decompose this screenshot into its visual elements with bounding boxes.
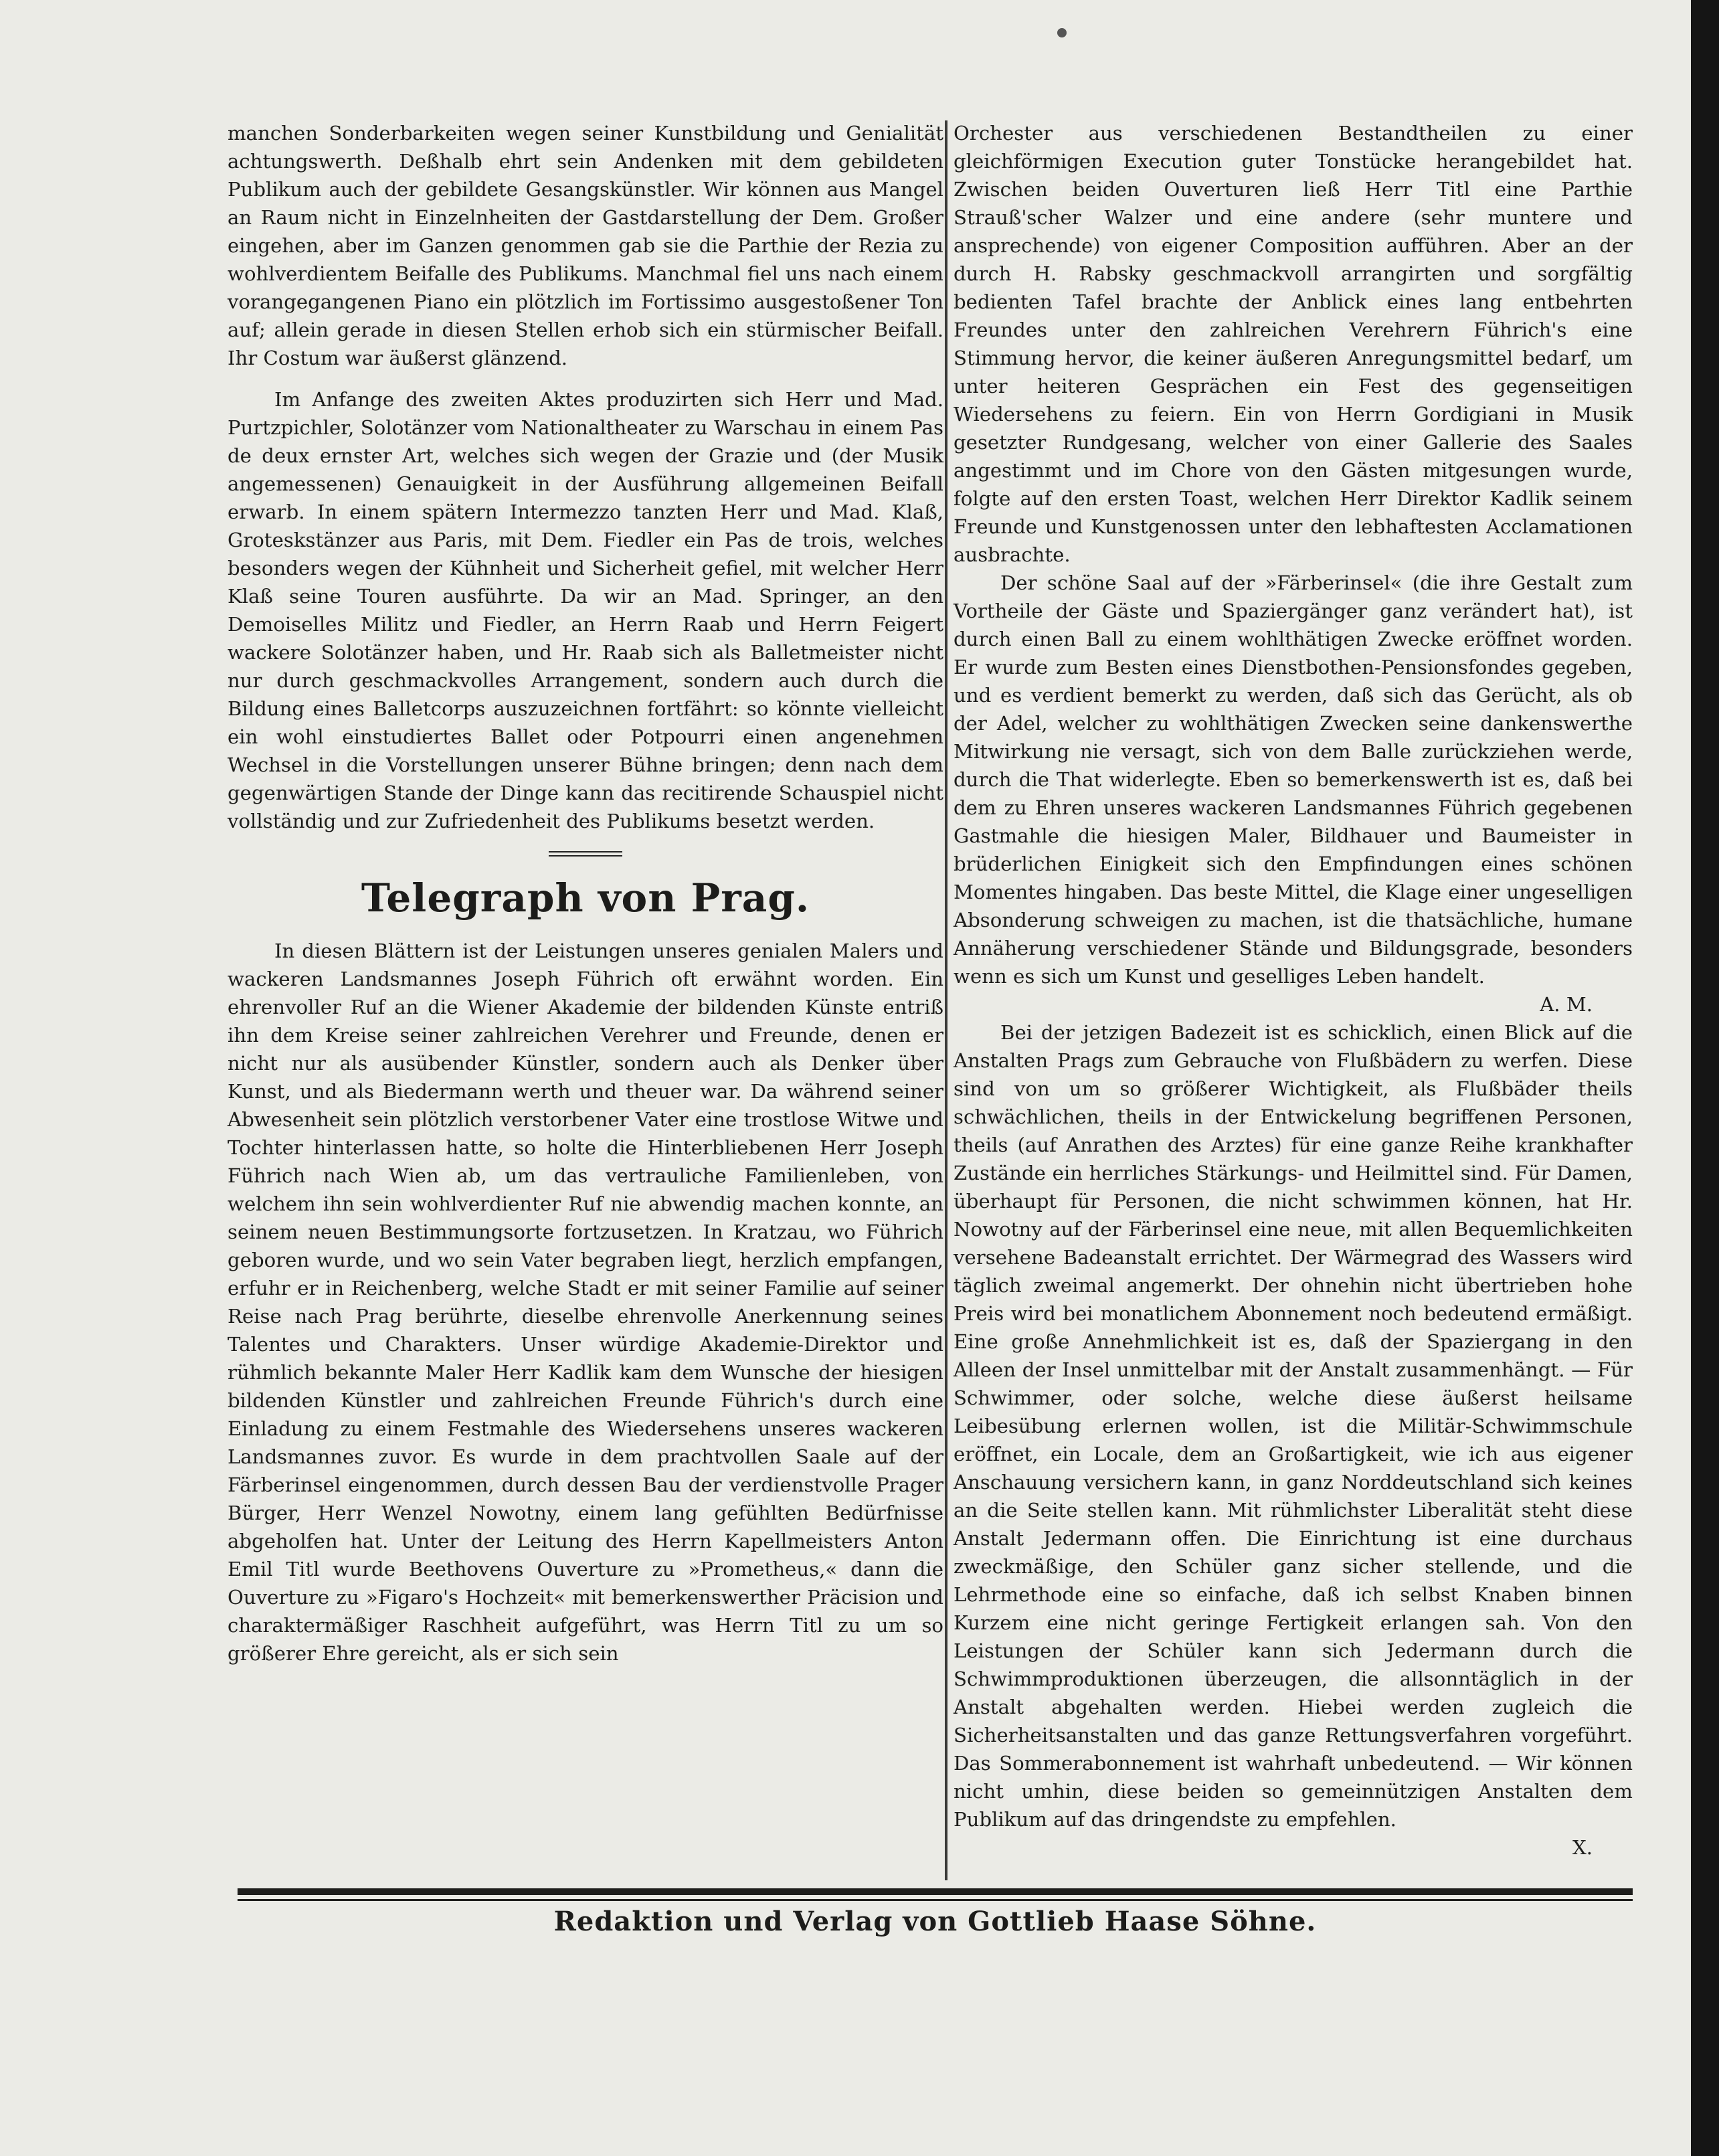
article-paragraph: Orchester aus verschiedenen Bestandtheilen zu einer gleichförmigen Execution guter Tonstücke herangebildet hat. Zwischen beiden Ouverturen ließ Herr Titl eine Parthie Strauß'scher Walzer und eine andere (sehr muntere und ansprechende) von eigener Composition aufführen. Aber an der durch H. Rabsky geschmackvoll arrangirten und sorgfältig bedienten Tafel brachte der Anblick eines lang entbehrten Freundes unter den zahlreichen Verehrern Führich's eine Stimmung hervor, die keiner äußeren Anregungsmittel bedarf, um unter heiteren Gesprächen ein Fest des gegenseitigen Wiedersehens zu feiern. Ein von Herrn Gordigiani in Musik gesetzter Rundgesang, welcher von einer Gallerie des Saales angestimmt und im Chore von den Gästen mitgesungen wurde, folgte auf den ersten Toast, welchen Herr Direktor Kadlik seinem Freunde und Kunstgenossen unter den lebhaftesten Acclamationen ausbrachte. xyxy=(954,122,1633,566)
page-mark xyxy=(1057,28,1067,37)
article-paragraph: Bei der jetzigen Badezeit ist es schicklich, einen Blick auf die Anstalten Prags zum Gebrauche von Flußbädern zu werfen. Diese sind von um so größerer Wichtigkeit, als Flußbäder theils schwächlichen, theils in der Entwickelung begriffenen Personen, theils (auf Anrathen des Arztes) für eine ganze Reihe krankhafter Zustände ein herrliches Stärkungs- und Heilmittel sind. Für Damen, überhaupt für Personen, die nicht schwimmen können, hat Hr. Nowotny auf der Färberinsel eine neue, mit allen Bequemlichkeiten versehene Badeanstalt errichtet. Der Wärmegrad des Wassers wird täglich zweimal angemerkt. Der ohnehin nicht übertrieben hohe Preis wird bei monatlichem Abonnement noch bedeutend ermäßigt. Eine große Annehmlichkeit ist es, daß der Spaziergang in den Alleen der Insel unmittelbar mit der Anstalt zusammenhängt. — Für Schwimmer, oder solche, welche diese äußerst heilsame Leibesübung erlernen wollen, ist die Militär-Schwimmschule eröffnet, ein Locale, dem an Großartigkeit, wie ich aus eigener Anschauung versichern kann, in ganz Norddeutschland sich keines an die Seite stellen kann. Mit rühmlichster Liberalität steht diese Anstalt Jedermann offen. Die Einrichtung ist eine durchaus zweckmäßige, den Schüler ganz sicher stellende, und die Lehrmethode eine so einfache, daß ich selbst Knaben binnen Kurzem eine nicht geringe Fertigkeit erlangen sah. Von den Leistungen der Schüler kann sich Jedermann durch die Schwimmproduktionen überzeugen, die allsonntäglich in der Anstalt abgehalten werden. Hiebei werden zugleich die Sicherheitsanstalten und das ganze Rettungsverfahren vorgeführt. Das Sommerabonnement ist wahrhaft unbedeutend. — Wir können nicht umhin, diese beiden so gemeinnützigen Anstalten dem Publikum auf das dringendste zu empfehlen. xyxy=(954,1021,1633,1831)
column-divider xyxy=(945,120,947,1880)
right-column xyxy=(954,119,1633,1862)
article-paragraph: manchen Sonderbarkeiten wegen seiner Kunstbildung und Genialität achtungswerth. Deßhalb ehrt sein Andenken mit dem gebildeten Publikum auch der gebildete Gesangskünstler. Wir können aus Mangel an Raum nicht in Einzelnheiten der Gastdarstellung der Dem. Großer eingehen, aber im Ganzen genommen gab sie die Parthie der Rezia zu wohlverdientem Beifalle des Publikums. Manchmal fiel uns nach einem vorangegangenen Piano ein plötzlich im Fortissimo ausgestoßener Ton auf; allein gerade in diesen Stellen erhob sich ein stürmischer Beifall. Ihr Costum war äußerst glänzend. xyxy=(228,122,943,369)
publisher-imprint: Redaktion und Verlag von Gottlieb Haase Söhne. xyxy=(553,1906,1317,1937)
section-title: Telegraph von Prag. xyxy=(361,875,810,921)
article-paragraph: In diesen Blättern ist der Leistungen unseres genialen Malers und wackeren Landsmannes Joseph Führich oft erwähnt worden. Ein ehrenvoller Ruf an die Wiener Akademie der bildenden Künste entriß ihn dem Kreise seiner zahlreichen Verehrer und Freunde, denen er nicht nur als ausübender Künstler, sondern auch als Denker über Kunst, und als Biedermann werth und theuer war. Da während seiner Abwesenheit sein plötzlich verstorbener Vater eine trostlose Witwe und Tochter hinterlassen hatte, so holte die Hinterbliebenen Herr Joseph Führich nach Wien ab, um das vertrauliche Familienleben, von welchem ihn sein wohlverdienter Ruf nie abwendig machen konnte, an seinem neuen Bestimmungsorte fortzusetzen. In Kratzau, wo Führich geboren wurde, und wo sein Vater begraben liegt, herzlich empfangen, erfuhr er in Reichenberg, welche Stadt er mit seiner Familie auf seiner Reise nach Prag berührte, dieselbe ehrenvolle Anerkennung seines Talentes und Charakters. Unser würdige Akademie-Direktor und rühmlich bekannte Maler Herr Kadlik kam dem Wunsche der hiesigen bildenden Künstler und zahlreichen Freunde Führich's durch eine Einladung zu einem Festmahle des Wiedersehens unseres wackeren Landsmannes zuvor. Es wurde in dem prachtvollen Saale auf der Färberinsel eingenommen, durch dessen Bau der verdienstvolle Prager Bürger, Herr Wenzel Nowotny, einem lang gefühlten Bedürfnisse abgeholfen hat. Unter der Leitung des Herrn Kapellmeisters Anton Emil Titl wurde Beethovens Ouverture zu »Prometheus,« dann die Ouverture zu »Figaro's Hochzeit« mit bemerkenswerther Präcision und charaktermäßiger Raschheit aufgeführt, was Herrn Titl zu um so größerer Ehre gereicht, als er sich sein xyxy=(228,939,943,1665)
article-paragraph: Im Anfange des zweiten Aktes produzirten sich Herr und Mad. Purtzpichler, Solotänzer vom Nationaltheater zu Warschau in einem Pas de deux ernster Art, welches sich wegen der Grazie und (der Musik angemessenen) Genauigkeit in der Ausführung allgemeinen Beifall erwarb. In einem spätern Intermezzo tanzten Herr und Mad. Klaß, Groteskstänzer aus Paris, mit Dem. Fiedler ein Pas de trois, welches besonders wegen der Kühnheit und Sicherheit gefiel, mit welcher Herr Klaß seine Touren ausführte. Da wir an Mad. Springer, an den Demoiselles Militz und Fiedler, an Herrn Raab und Herrn Feigert wackere Solotänzer haben, und Hr. Raab sich als Balletmeister nicht nur durch geschmackvolles Arrangement, sondern auch durch die Bildung eines Balletcorps auszuzeichnen fortfährt: so könnte vielleicht ein wohl einstudiertes Ballet oder Potpourri einen angenehmen Wechsel in die Vorstellungen unserer Bühne bringen; denn nach dem gegenwärtigen Stande der Dinge kann das recitirende Schauspiel nicht vollständig und zur Zufriedenheit des Publikums besetzt werden. xyxy=(228,388,943,832)
author-signature: A. M. xyxy=(1540,993,1593,1016)
author-signature: X. xyxy=(1572,1836,1593,1859)
scan-edge xyxy=(1691,0,1719,2156)
left-column xyxy=(228,119,943,1668)
section-separator xyxy=(549,851,622,857)
footer-rule xyxy=(238,1888,1633,1895)
footer-rule xyxy=(238,1899,1633,1901)
article-paragraph: Der schöne Saal auf der »Färberinsel« (die ihre Gestalt zum Vortheile der Gäste und Spaziergänger ganz verändert hat), ist durch einen Ball zu einem wohlthätigen Zwecke eröffnet worden. Er wurde zum Besten eines Dienstbothen-Pensionsfondes gegeben, und es verdient bemerkt zu werden, daß sich das Gerücht, als ob der Adel, welcher zu wohlthätigen Zwecken seine dankenswerthe Mitwirkung nie versagt, sich von dem Balle zurückziehen werde, durch die That widerlegte. Eben so bemerkenswerth ist es, daß bei dem zu Ehren unseres wackeren Landsmannes Führich gegebenen Gastmahle die hiesigen Maler, Bildhauer und Baumeister in brüderlichen Einigkeit sich den Empfindungen eines schönen Momentes hingaben. Das beste Mittel, die Klage einer ungeselligen Absonderung schweigen zu machen, ist die thatsächliche, humane Annäherung verschiedener Stände und Bildungsgrade, besonders wenn es sich um Kunst und geselliges Leben handelt. xyxy=(954,571,1633,988)
